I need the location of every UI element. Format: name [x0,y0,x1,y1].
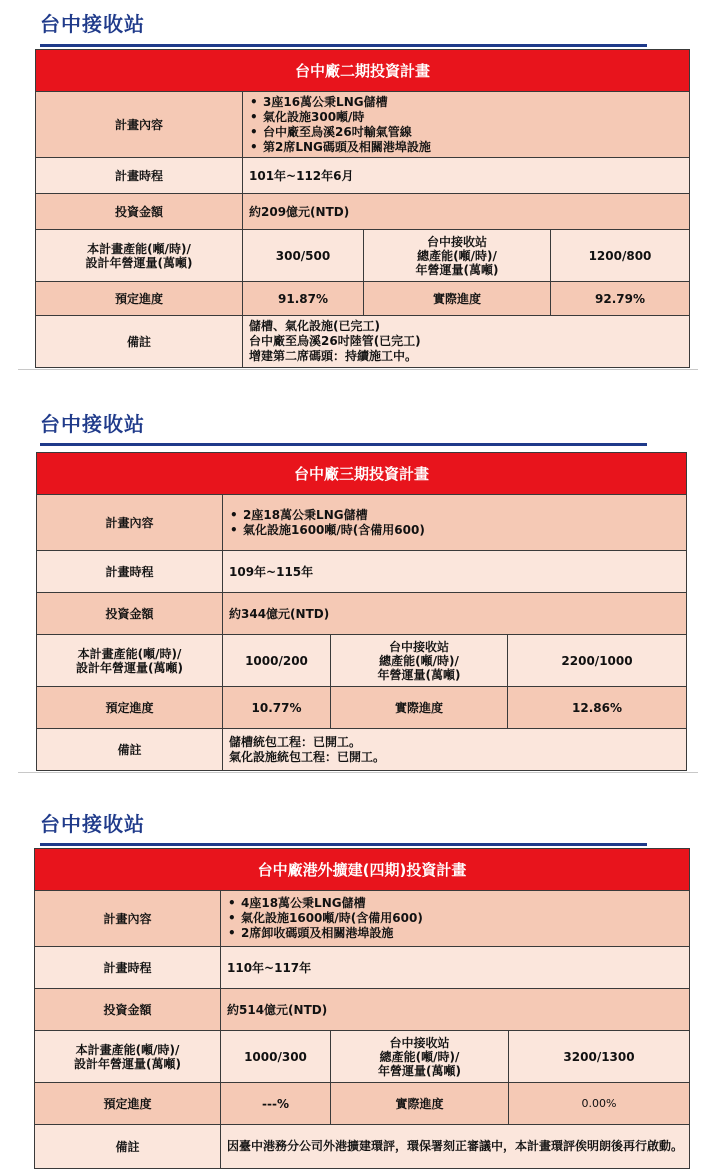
station-capacity-value: 1200/800 [551,230,690,282]
content-value [243,92,690,158]
content-label: 計畫內容 [35,891,221,947]
station-capacity-label [331,635,508,687]
station-label-line: 總產能(噸/時)/ [417,248,497,263]
content-list [227,896,683,941]
station-label-line: 總產能(噸/時)/ [379,1049,460,1064]
plan-section-phase4 [0,800,720,1174]
section-divider [18,772,698,773]
station-label-line: 年營運量(萬噸) [378,1063,461,1078]
planned-progress-value: 91.87% [243,282,364,316]
section-heading: 台中接收站 [40,12,145,36]
section-divider [18,369,698,370]
plan-table [35,49,690,368]
content-item: • 氣化設施1600噸/時(含備用600) [243,523,680,538]
content-item: • 台中廠至烏溪26吋輸氣管線 [263,125,683,140]
table-title: 台中廠港外擴建(四期)投資計畫 [35,849,690,891]
schedule-label: 計畫時程 [37,551,223,593]
content-item: • 2座18萬公秉LNG儲槽 [243,508,680,523]
content-label: 計畫內容 [36,92,243,158]
station-label-line: 年營運量(萬噸) [415,262,499,277]
capacity-label [36,230,243,282]
station-capacity-label [331,1031,509,1083]
actual-progress-label: 實際進度 [331,687,508,729]
content-item: • 氣化設施1600噸/時(含備用600) [241,911,683,926]
section-heading-rule [40,44,647,47]
schedule-label: 計畫時程 [35,947,221,989]
content-list [249,95,683,155]
planned-progress-label: 預定進度 [37,687,223,729]
schedule-value: 101年~112年6月 [243,158,690,194]
planned-progress-label: 預定進度 [35,1083,221,1125]
investment-value: 約209億元(NTD) [243,194,690,230]
actual-progress-value: 12.86% [508,687,687,729]
capacity-value: 1000/200 [223,635,331,687]
actual-progress-value: 92.79% [551,282,690,316]
content-item: • 2席卸收碼頭及相關港埠設施 [241,926,683,941]
station-label-line: 台中接收站 [389,1035,450,1050]
capacity-label [37,635,223,687]
remark-value [243,316,690,368]
actual-progress-label: 實際進度 [331,1083,509,1125]
investment-label: 投資金額 [35,989,221,1031]
capacity-label [35,1031,221,1083]
content-item: • 4座18萬公秉LNG儲槽 [241,896,683,911]
section-heading: 台中接收站 [40,412,145,436]
section-heading-rule [40,443,647,446]
investment-label: 投資金額 [36,194,243,230]
investment-value: 約514億元(NTD) [221,989,690,1031]
capacity-value: 1000/300 [221,1031,331,1083]
table-title: 台中廠二期投資計畫 [36,50,690,92]
investment-value: 約344億元(NTD) [223,593,687,635]
remark-line: 台中廠至烏溪26吋陸管(已完工) [249,334,421,348]
content-item: • 3座16萬公秉LNG儲槽 [263,95,683,110]
station-capacity-value: 2200/1000 [508,635,687,687]
capacity-label-line: 本計畫產能(噸/時)/ [87,241,191,256]
content-label: 計畫內容 [37,495,223,551]
remark-value [223,729,687,771]
planned-progress-label: 預定進度 [36,282,243,316]
station-label-line: 總產能(噸/時)/ [379,653,459,668]
content-list [229,508,680,538]
capacity-label-line: 本計畫產能(噸/時)/ [77,646,182,661]
capacity-label-line: 本計畫產能(噸/時)/ [75,1042,180,1057]
remark-label: 備註 [36,316,243,368]
remark-line: 因臺中港務分公司外港擴建環評，環保署刻正審議中，本計畫環評俟明朗後再行啟動。 [227,1139,684,1153]
schedule-label: 計畫時程 [36,158,243,194]
plan-table [36,452,687,771]
remark-line: 增建第二席碼頭：持續施工中。 [249,349,418,363]
remark-value [221,1125,690,1169]
plan-table [34,848,690,1169]
station-label-line: 台中接收站 [388,639,449,654]
station-label-line: 年營運量(萬噸) [377,667,461,682]
section-heading-rule [40,843,647,846]
capacity-label-line: 設計年營運量(萬噸) [85,255,193,270]
remark-line: 氣化設施統包工程：已開工。 [229,749,386,764]
capacity-value: 300/500 [243,230,364,282]
station-capacity-label [364,230,551,282]
station-capacity-value: 3200/1300 [509,1031,690,1083]
actual-progress-value: 0.00% [509,1083,690,1125]
capacity-label-line: 設計年營運量(萬噸) [76,660,183,675]
investment-label: 投資金額 [37,593,223,635]
content-item: • 第2席LNG碼頭及相關港埠設施 [263,140,683,155]
remark-label: 備註 [37,729,223,771]
actual-progress-label: 實際進度 [364,282,551,316]
remark-label: 備註 [35,1125,221,1169]
planned-progress-value: ---% [221,1083,331,1125]
schedule-value: 109年~115年 [223,551,687,593]
section-heading: 台中接收站 [40,812,145,836]
remark-line: 儲槽、氣化設施(已完工) [249,319,380,333]
table-title: 台中廠三期投資計畫 [37,453,687,495]
plan-section-phase3 [0,398,720,773]
content-value [221,891,690,947]
planned-progress-value: 10.77% [223,687,331,729]
schedule-value: 110年~117年 [221,947,690,989]
plan-section-phase2 [0,0,720,370]
station-label-line: 台中接收站 [426,234,487,249]
content-item: • 氣化設施300噸/時 [263,110,683,125]
capacity-label-line: 設計年營運量(萬噸) [74,1056,181,1071]
remark-line: 儲槽統包工程：已開工。 [229,734,362,749]
content-value [223,495,687,551]
